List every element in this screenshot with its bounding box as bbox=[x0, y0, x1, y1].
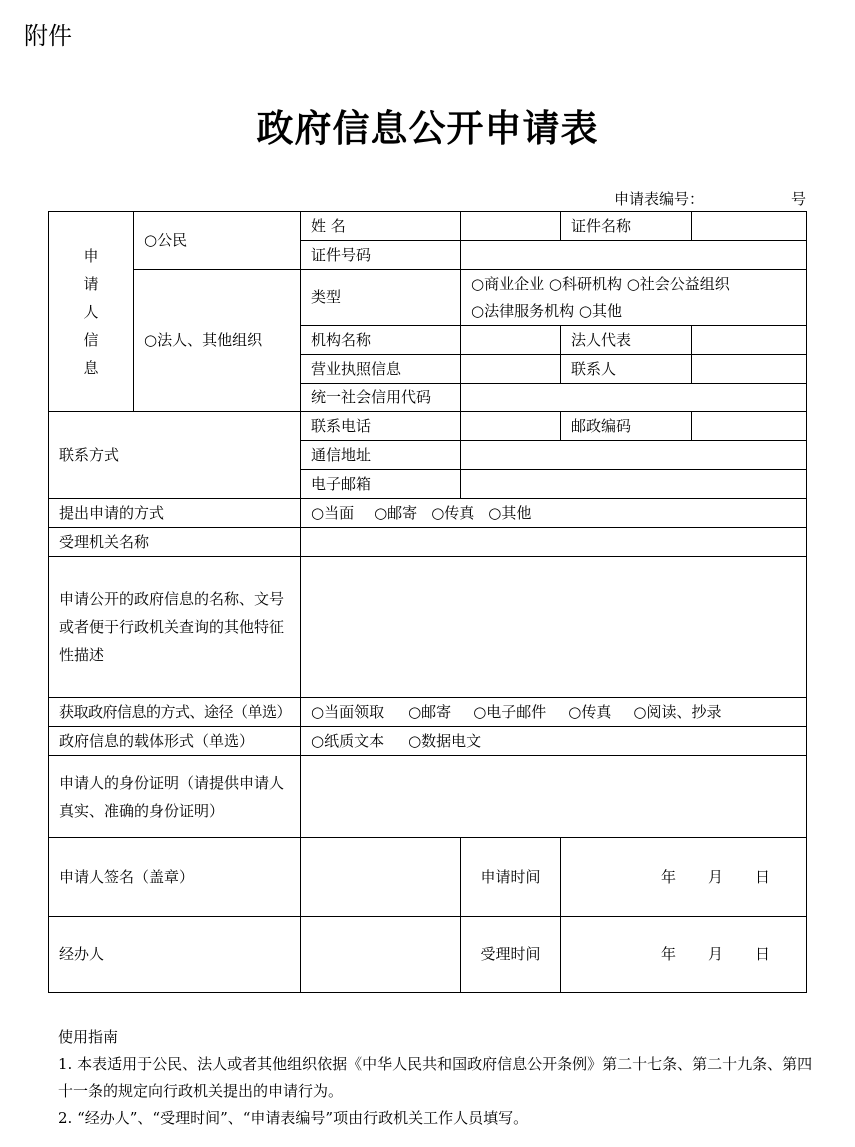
request-method-option[interactable]: ○传真 bbox=[431, 503, 475, 522]
phone-label: 联系电话 bbox=[300, 411, 461, 441]
obtain-method-option[interactable]: ○阅读、抄录 bbox=[633, 702, 722, 721]
info-description-label: 申请公开的政府信息的名称、文号或者便于行政机关查询的其他特征性描述 bbox=[48, 556, 301, 698]
applicant-section-label bbox=[48, 211, 134, 412]
signature-field[interactable] bbox=[300, 837, 461, 917]
accept-time-label: 受理时间 bbox=[460, 916, 561, 993]
org-type-line[interactable]: ○商业企业 ○科研机构 ○社会公益组织 bbox=[471, 274, 730, 293]
guide-title: 使用指南 bbox=[58, 1028, 119, 1046]
license-label: 营业执照信息 bbox=[300, 354, 461, 384]
contact-person-field[interactable] bbox=[691, 354, 807, 384]
email-label: 电子邮箱 bbox=[300, 469, 461, 499]
carrier-option[interactable]: ○数据电文 bbox=[408, 731, 482, 750]
carrier-option[interactable]: ○纸质文本 bbox=[311, 731, 385, 750]
request-method-option[interactable]: ○其他 bbox=[488, 503, 532, 522]
usage-guide bbox=[58, 1024, 818, 1132]
guide-item: 1. 本表适用于公民、法人或者其他组织依据《中华人民共和国政府信息公开条例》第二十七条、第二十九条、第四十一条的规定向行政机关提出的申请行为。 bbox=[58, 1055, 813, 1100]
day-label: 日 bbox=[754, 867, 770, 886]
section-char: 人 bbox=[83, 302, 99, 321]
month-label: 月 bbox=[707, 945, 723, 964]
contact-person-label: 联系人 bbox=[560, 354, 692, 384]
year-label: 年 bbox=[660, 945, 676, 964]
postcode-field[interactable] bbox=[691, 411, 807, 441]
attachment-label: 附件 bbox=[24, 22, 72, 50]
license-field[interactable] bbox=[460, 354, 561, 384]
id-number-field[interactable] bbox=[460, 240, 807, 270]
id-type-label: 证件名称 bbox=[560, 211, 692, 241]
handler-label: 经办人 bbox=[48, 916, 301, 993]
form-number-label: 申请表编号： bbox=[614, 190, 705, 208]
section-char: 息 bbox=[83, 358, 99, 377]
identity-proof-field[interactable] bbox=[300, 755, 807, 838]
form-number-suffix: 号 bbox=[790, 190, 806, 208]
request-method-options[interactable] bbox=[300, 498, 807, 528]
obtain-method-option[interactable]: ○当面领取 bbox=[311, 702, 385, 721]
agency-field[interactable] bbox=[300, 527, 807, 557]
legal-rep-field[interactable] bbox=[691, 325, 807, 355]
form-number bbox=[614, 188, 806, 209]
credit-code-label: 统一社会信用代码 bbox=[300, 383, 461, 412]
handler-field[interactable] bbox=[300, 916, 461, 993]
obtain-method-label: 获取政府信息的方式、途径（单选） bbox=[48, 697, 301, 727]
form-title: 政府信息公开申请表 bbox=[256, 106, 599, 150]
address-label: 通信地址 bbox=[300, 440, 461, 470]
address-field[interactable] bbox=[460, 440, 807, 470]
agency-label: 受理机关名称 bbox=[48, 527, 301, 557]
day-label: 日 bbox=[754, 945, 770, 964]
section-char: 信 bbox=[83, 330, 99, 349]
org-name-field[interactable] bbox=[460, 325, 561, 355]
month-label: 月 bbox=[707, 867, 723, 886]
signature-label: 申请人签名（盖章） bbox=[48, 837, 301, 917]
org-type-label: 类型 bbox=[300, 269, 461, 326]
name-field[interactable] bbox=[460, 211, 561, 241]
request-method-option[interactable]: ○当面 bbox=[311, 503, 355, 522]
request-method-option[interactable]: ○邮寄 bbox=[374, 503, 418, 522]
legal-rep-label: 法人代表 bbox=[560, 325, 692, 355]
contact-section-label: 联系方式 bbox=[48, 411, 301, 499]
section-char: 申 bbox=[83, 246, 99, 265]
email-field[interactable] bbox=[460, 469, 807, 499]
apply-time-label: 申请时间 bbox=[460, 837, 561, 917]
guide-item: 2. “经办人”、“受理时间”、“申请表编号”项由行政机关工作人员填写。 bbox=[58, 1109, 529, 1127]
identity-proof-label: 申请人的身份证明（请提供申请人真实、准确的身份证明） bbox=[48, 755, 301, 838]
accept-time-field[interactable] bbox=[560, 916, 807, 993]
apply-time-field[interactable] bbox=[560, 837, 807, 917]
org-type-line[interactable]: ○法律服务机构 ○其他 bbox=[471, 301, 622, 320]
info-description-field[interactable] bbox=[300, 556, 807, 698]
org-name-label: 机构名称 bbox=[300, 325, 461, 355]
obtain-method-option[interactable]: ○传真 bbox=[568, 702, 612, 721]
citizen-option[interactable]: ○公民 bbox=[133, 211, 301, 270]
credit-code-field[interactable] bbox=[460, 383, 807, 412]
year-label: 年 bbox=[660, 867, 676, 886]
carrier-options[interactable] bbox=[300, 726, 807, 756]
postcode-label: 邮政编码 bbox=[560, 411, 692, 441]
obtain-method-options[interactable] bbox=[300, 697, 807, 727]
org-type-options[interactable] bbox=[460, 269, 807, 326]
request-method-label: 提出申请的方式 bbox=[48, 498, 301, 528]
obtain-method-option[interactable]: ○邮寄 bbox=[408, 702, 452, 721]
id-type-field[interactable] bbox=[691, 211, 807, 241]
org-option[interactable]: ○法人、其他组织 bbox=[133, 269, 301, 412]
carrier-label: 政府信息的载体形式（单选） bbox=[48, 726, 301, 756]
id-number-label: 证件号码 bbox=[300, 240, 461, 270]
phone-field[interactable] bbox=[460, 411, 561, 441]
section-char: 请 bbox=[83, 274, 99, 293]
obtain-method-option[interactable]: ○电子邮件 bbox=[473, 702, 547, 721]
name-label: 姓 名 bbox=[300, 211, 461, 241]
